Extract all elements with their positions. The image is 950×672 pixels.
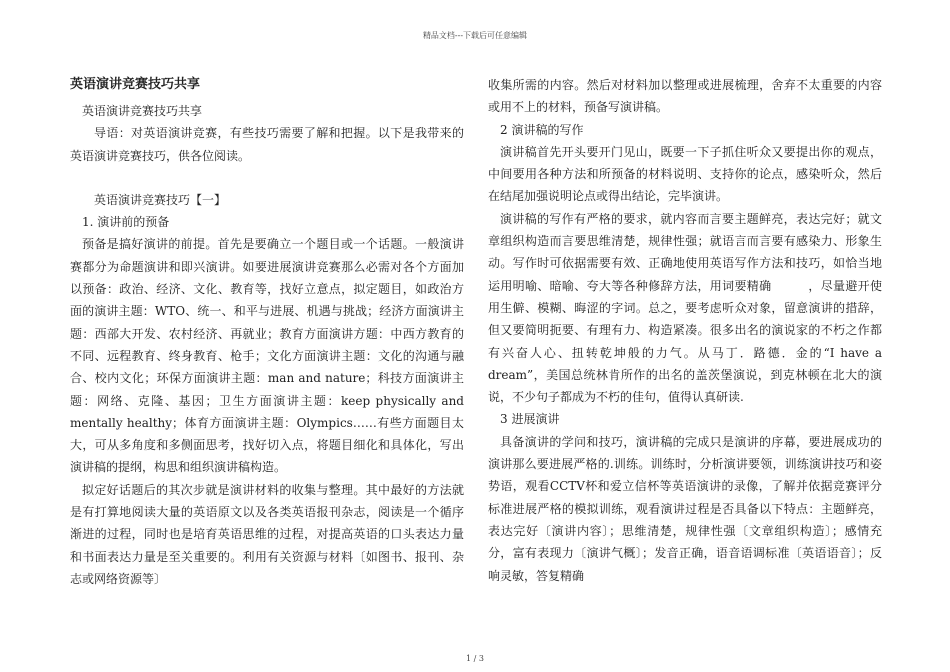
paragraph-delivery: 具备演讲的学问和技巧，演讲稿的完成只是演讲的序幕，要进展成功的演讲那么要进展严格的.训练。训练时，分析演讲要领，训练演讲技巧和姿势语，观看CCTV杯和爱立信杯等英语演讲的录像，了解并依据竞赛评分标准进展严格的模拟训练，观看演讲过程是否具备以下特点：主题鲜亮，表达完好〔演讲内容〕；思维清楚，规律性强〔文章组织构造〕；感情充分，富有表现力〔演讲气概〕；发音正确，语音语调标准〔英语语音〕；反响灵敏，答复精确 (488, 434, 882, 583)
subtitle: 英语演讲竞赛技巧共享 (82, 104, 203, 118)
section-heading: 英语演讲竞赛技巧【一】 (94, 192, 227, 207)
paragraph-preparation: 预备是搞好演讲的前提。首先是要确立一个题目或一个话题。一般演讲赛都分为命题演讲和即兴演讲。如要进展演讲竞赛那么必需对各个方面加以预备：政治、经济、文化、教育等，找好立意点，拟定题目，如政治方面的演讲主题：WTO、统一、和平与进展、机遇与挑战；经济方面演讲主题：西部大开发、农村经济、再就业；教育方面演讲方题：中西方教育的不同、远程教育、终身教育、枪手；文化方面演讲主题：文化的沟通与融合、校内文化；环保方面演讲主题：man and nature；科技方面演讲主题：网络、克隆、基因；卫生方面演讲主题：keep physically and mentally healthy；体育方面演讲主题：Olympics……有些方面题目太大，可从多角度和多侧面思考，找好切入点，将题目细化和具体化，写出演讲稿的提纲，构思和组织演讲稿构造。 (70, 237, 464, 475)
blank-line (70, 167, 464, 189)
intro-paragraph: 导语：对英语演讲竞赛，有些技巧需要了解和把握。以下是我带来的英语演讲竞赛技巧，供各位阅读。 (70, 126, 464, 163)
subheading-writing: 2 演讲稿的写作 (500, 122, 584, 137)
paragraph-writing-requirements: 演讲稿的写作有严格的要求，就内容而言要主题鲜亮，表达完好；就文章组织构造而言要思维清楚，规律性强；就语言而言要有感染力、形象生动。写作时可依据需要有效、正确地使用英语写作方法和技巧，如恰当地运用明喻、暗喻、夸大等各种修辞方法，用词要精确 ，尽量避开使用生僻、模糊、晦涩的字词。总之，要考虑听众对象，留意演讲的措辞，但又要简明扼要、有理有力、构造紧凑。很多出名的演说家的不朽之作都有兴奋人心、扭转乾坤般的力气。从马丁．路德．金的“I have a dream”，美国总统林肯所作的出名的盖茨堡演说，到克林顿在北大的演说，不少句子都成为不朽的佳句，值得认真研读. (488, 211, 882, 405)
left-column (70, 74, 464, 590)
paragraph-writing-structure: 演讲稿首先开头要开门见山，既要一下子抓住听众又要提出你的观点，中间要用各种方法和所预备的材料说明、支持你的论点，感染听众，然后在结尾加强说明论点或得出结论，完毕演讲。 (488, 144, 882, 204)
subheading-preparation: 1. 演讲前的预备 (82, 215, 170, 230)
paragraph-continuation: 收集所需的内容。然后对材料加以整理或进展梳理，舍弃不太重要的内容或用不上的材料，预备写演讲稿。 (488, 78, 882, 115)
page-number: 1 / 3 (466, 654, 484, 663)
document-title: 英语演讲竞赛技巧共享 (70, 77, 201, 92)
page-header: 精品文档---下载后可任意编辑 (422, 31, 528, 40)
paragraph-materials: 拟定好话题后的其次步就是演讲材料的收集与整理。其中最好的方法就是有打算地阅读大量的英语原文以及各类英语报刊杂志，阅读是一个循序渐进的过程，同时也是培育英语思维的过程，对提高英语的口头表达力量和书面表达力量是至关重要的。利用有关资源与材料〔如图书、报刊、杂志或网络资源等〕 (70, 482, 464, 586)
subheading-delivery: 3 进展演讲 (500, 412, 560, 427)
right-column (488, 74, 882, 587)
